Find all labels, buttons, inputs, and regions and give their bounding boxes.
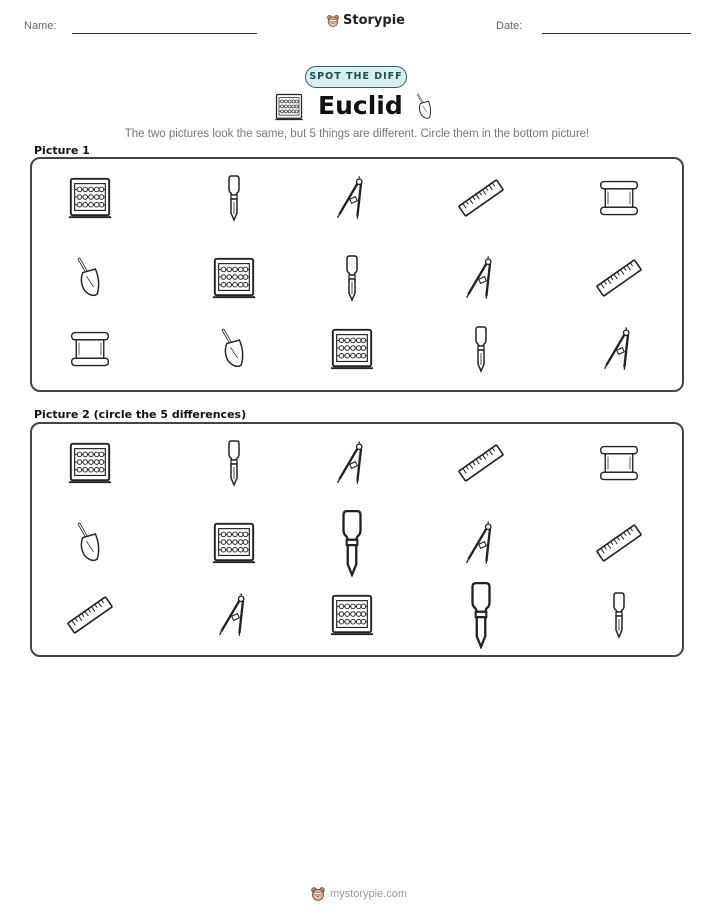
compass-icon[interactable]: [216, 591, 252, 639]
ruler-icon[interactable]: [457, 439, 505, 487]
footer-site[interactable]: mystorypie.com: [330, 888, 408, 900]
trowel-icon[interactable]: [72, 520, 108, 566]
abacus-icon: [329, 326, 375, 372]
compass-icon: [463, 254, 499, 302]
chisel-icon[interactable]: [224, 439, 244, 487]
chisel-icon[interactable]: [609, 591, 629, 639]
bear-icon: [326, 14, 340, 28]
compass-icon: [601, 325, 637, 373]
abacus-icon: [211, 255, 257, 301]
ruler-icon: [595, 254, 643, 302]
storypie-logo: [326, 13, 405, 28]
chisel-icon[interactable]: [468, 581, 494, 649]
footer: [310, 886, 407, 902]
chisel-icon: [342, 254, 362, 302]
compass-icon[interactable]: [334, 439, 370, 487]
trowel-icon: [413, 93, 437, 121]
compass-icon[interactable]: [463, 519, 499, 567]
chisel-icon: [224, 174, 244, 222]
spot-the-diff-badge: SPOT THE DIFF: [305, 66, 407, 88]
abacus-icon[interactable]: [329, 592, 375, 638]
abacus-icon[interactable]: [211, 520, 257, 566]
ruler-icon[interactable]: [595, 519, 643, 567]
name-label: Name:: [24, 20, 57, 32]
abacus-icon: [274, 92, 304, 122]
ruler-icon[interactable]: [66, 591, 114, 639]
date-line[interactable]: [542, 33, 691, 34]
trowel-icon: [216, 326, 252, 372]
page-title: Euclid: [318, 91, 403, 120]
picture-2-label: Picture 2 (circle the 5 differences): [34, 408, 247, 421]
abacus-icon[interactable]: [67, 440, 113, 486]
chisel-icon: [471, 325, 491, 373]
compass-icon: [334, 174, 370, 222]
picture-1-label: Picture 1: [34, 144, 90, 157]
trowel-icon: [72, 255, 108, 301]
chisel-icon[interactable]: [339, 509, 365, 577]
brand-name: Storypie: [343, 13, 405, 28]
scroll-icon: [597, 175, 641, 221]
bear-icon: [310, 886, 326, 902]
instructions: The two pictures look the same, but 5 things are different. Circle them in the bottom picture!: [124, 128, 590, 140]
scroll-icon[interactable]: [597, 440, 641, 486]
date-label: Date:: [496, 20, 523, 32]
name-line[interactable]: [72, 33, 257, 34]
abacus-icon: [67, 175, 113, 221]
ruler-icon: [457, 174, 505, 222]
scroll-icon: [68, 326, 112, 372]
